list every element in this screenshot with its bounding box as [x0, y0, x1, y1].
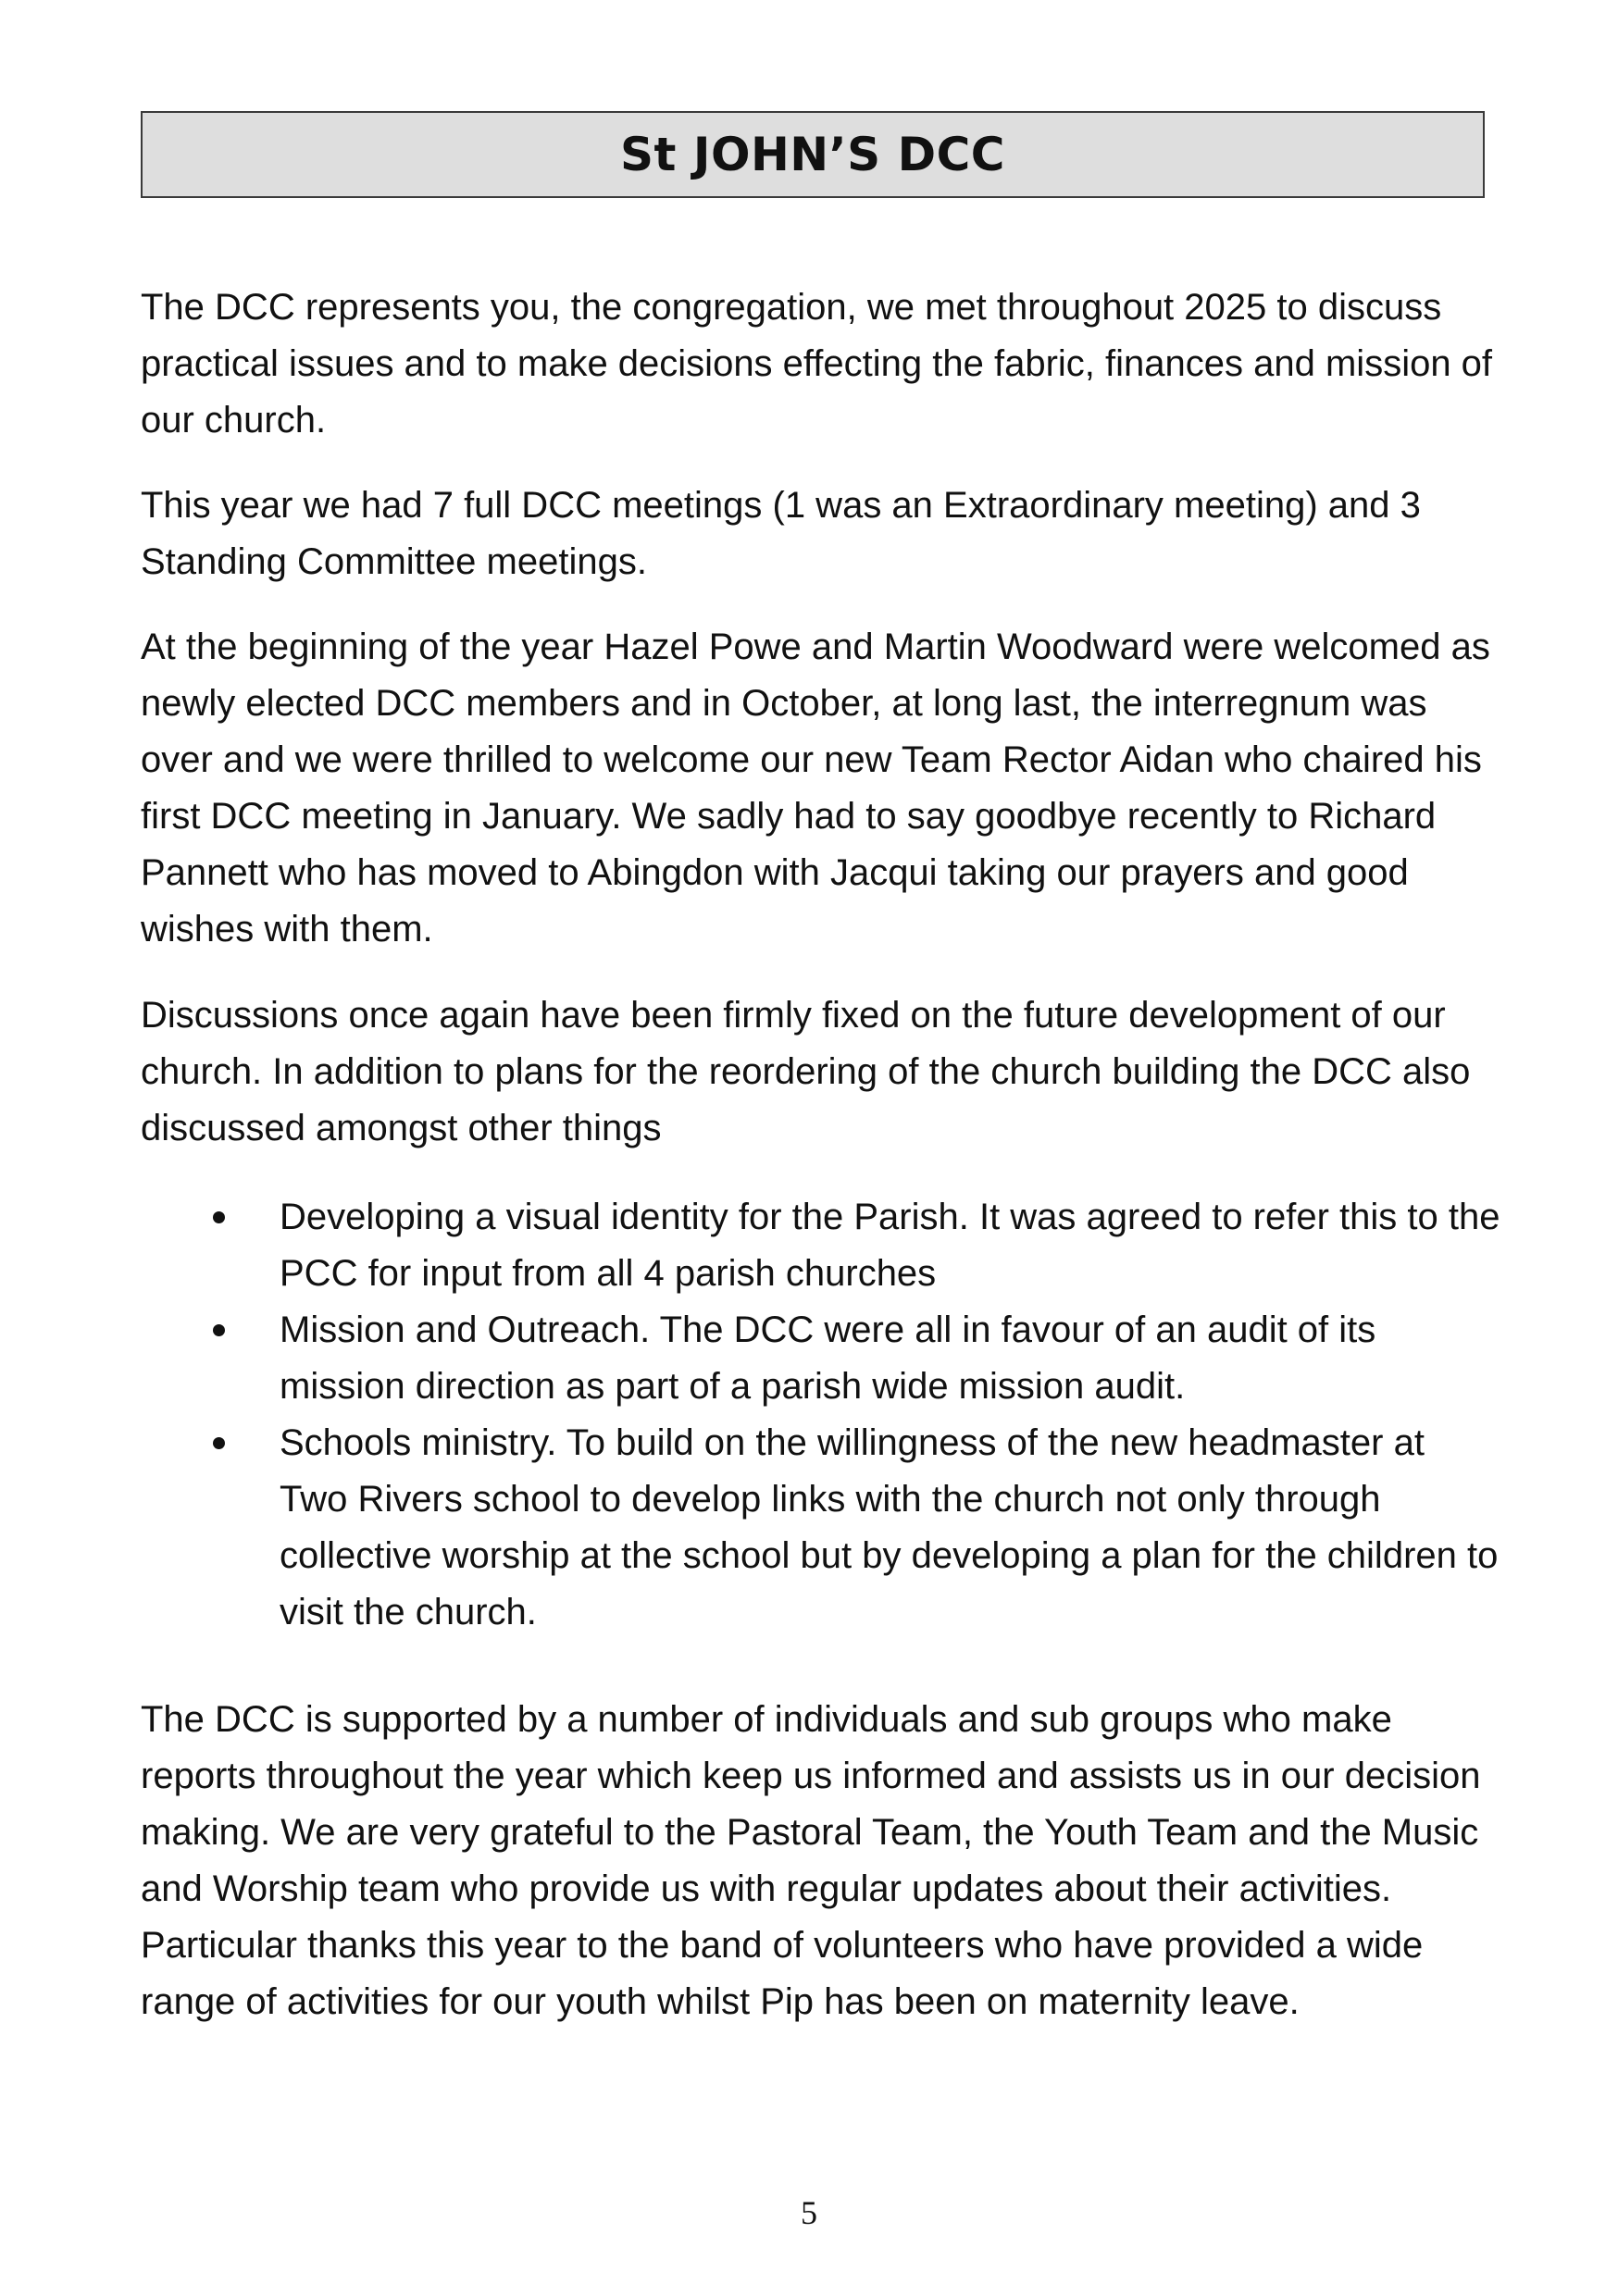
- bullet-icon: [213, 1437, 225, 1449]
- paragraph-intro: The DCC represents you, the congregation, we met throughout 2025 to discuss practical issues and to make decisions effecting the fabric, finances and mission of our church.: [141, 287, 1493, 441]
- page-title: St JOHN’S DCC: [620, 128, 1005, 181]
- list-item-text: Mission and Outreach. The DCC were all in favour of an audit of its mission direction as part of a parish wide mission audit.: [280, 1309, 1376, 1407]
- paragraph-support: The DCC is supported by a number of individuals and sub groups who make reports throughout the year which keep us informed and assists us in our decision making. We are very grateful to the Pastoral Team, the Youth Team and the Music and Worship team who provide us with regular updates about their activities. Particular thanks this year to the band of volunteers who have provided a wide range of activities for our youth whilst Pip has been on maternity leave.: [141, 1699, 1481, 2022]
- list-item: [141, 1302, 1501, 1415]
- title-banner: [141, 111, 1485, 198]
- bullet-icon: [213, 1324, 225, 1336]
- page-number: 5: [801, 2194, 817, 2231]
- paragraph-meetings: This year we had 7 full DCC meetings (1 was an Extraordinary meeting) and 3 Standing Committee meetings.: [141, 485, 1421, 582]
- paragraph-members: At the beginning of the year Hazel Powe and Martin Woodward were welcomed as newly elected DCC members and in October, at long last, the interregnum was over and we were thrilled to welcome our new Team Rector Aidan who chaired his first DCC meeting in January. We sadly had to say goodbye recently to Richard Pannett who has moved to Abingdon with Jacqui taking our prayers and good wishes with them.: [141, 627, 1490, 949]
- discussion-list: [141, 1189, 1501, 1641]
- list-item: [141, 1189, 1501, 1302]
- paragraph-discussions: Discussions once again have been firmly fixed on the future development of our church. In addition to plans for the reordering of the church building the DCC also discussed amongst other things: [141, 995, 1471, 1148]
- list-item-text: Schools ministry. To build on the willingness of the new headmaster at Two Rivers school to develop links with the church not only through collective worship at the school but by developing a plan for the children to visit the church.: [280, 1422, 1499, 1632]
- list-item: [141, 1415, 1501, 1641]
- list-item-text: Developing a visual identity for the Parish. It was agreed to refer this to the PCC for input from all 4 parish churches: [280, 1197, 1500, 1294]
- bullet-icon: [213, 1211, 225, 1223]
